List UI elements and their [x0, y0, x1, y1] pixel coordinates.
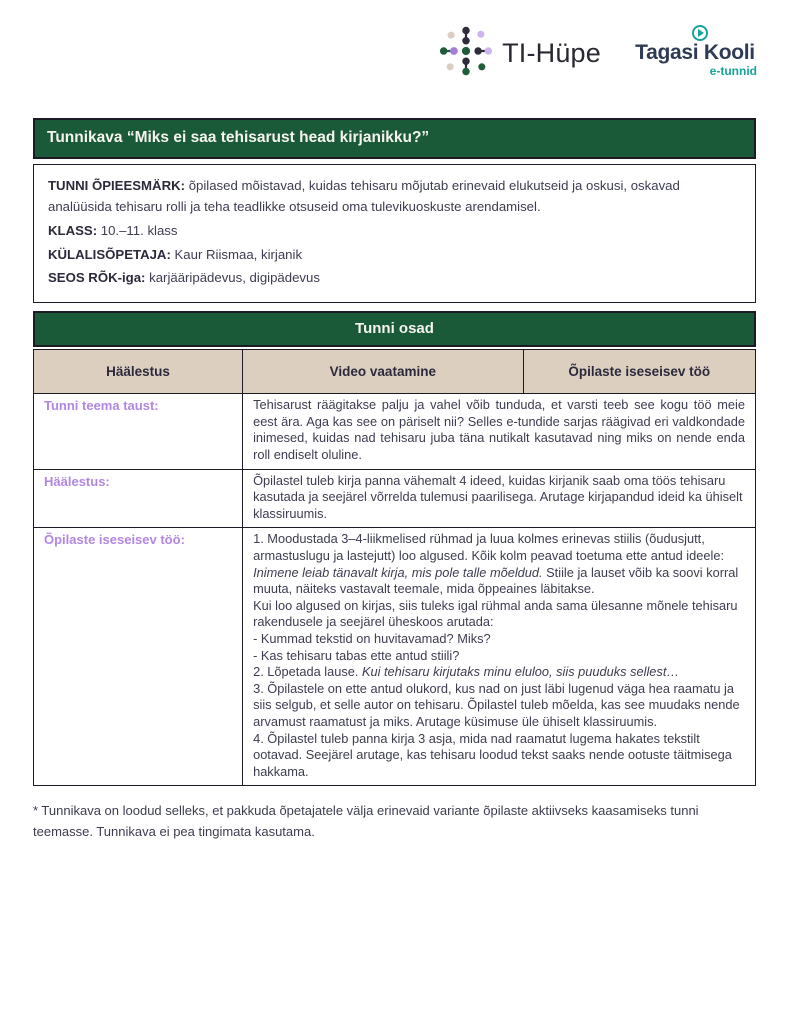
lesson-plan-title: Tunnikava “Miks ei saa tehisarust head kirjanikku?”: [33, 118, 756, 159]
tihupe-logo: [439, 24, 601, 83]
objective-label: TUNNI ÕPIEESMÄRK:: [48, 178, 186, 193]
column-header-iseseisev-too: Õpilaste iseseisev töö: [568, 364, 711, 380]
footnote: * Tunnikava on loodud selleks, et pakkuda õpetajatele välja erinevaid variante õpilaste aktiivseks kaasamiseks tunni teemasse. Tunnikava ei pea tingimata kasutama.: [33, 803, 699, 840]
lesson-info-box: [33, 164, 756, 303]
table-row-warmup: [34, 470, 755, 529]
curriculum-link-text: karjääripädevus, digipädevus: [149, 270, 320, 286]
lesson-parts-header: Tunni osad: [33, 311, 756, 347]
task-2-sentence: Kui tehisaru kirjutaks minu eluloo, siis puuduks sellest…: [361, 664, 680, 680]
play-icon: [692, 25, 708, 41]
task-1-followup: Kui loo algused on kirjas, siis tuleks igal rühmal anda sama ülesanne mõnele tehisaru rakendusele ja seejärel üheskoos arutada:: [253, 597, 738, 630]
row-content: [243, 528, 755, 785]
guest-teacher-label: KÜLALISÕPETAJA:: [48, 246, 171, 262]
row-content: Tehisarust räägitakse palju ja vahel võib tunduda, et varsti teeb see kogu töö meie eest ära. Aga kas see on päriselt nii? Selles e-tundide sarjas räägivad eri valdkondade inimesed, kuidas nad tehisaru juba täna nutikalt kasutavad ning miks on nende enda roll endiselt oluline.: [253, 397, 745, 463]
table-header-row: [34, 350, 755, 394]
table-row-independent-work: [34, 528, 755, 785]
grade-label: KLASS:: [48, 222, 98, 238]
header-logos: [439, 24, 761, 83]
grade-text: 10.–11. klass: [100, 222, 178, 238]
e-tunnid-label: e-tunnid: [709, 64, 757, 78]
document-body: [33, 118, 756, 856]
tagasi-kooli-logo: [629, 29, 761, 78]
row-content: Õpilastel tuleb kirja panna vähemalt 4 ideed, kuidas kirjanik saab oma töös tehisaru kasutada ja seejärel võrrelda tulemusi paarilisega. Arutage kirjapandud ideid ka ühiselt klassiruumis.: [253, 472, 743, 521]
grade-line: [48, 221, 741, 242]
objective-line: [48, 176, 741, 218]
guest-teacher-line: [48, 245, 741, 266]
row-label: Häälestus:: [34, 470, 243, 528]
tihupe-logo-text: TI-Hüpe: [502, 38, 601, 68]
discussion-question-2: - Kas tehisaru tabas ette antud stiili?: [253, 647, 460, 663]
objective-text: õpilased mõistavad, kuidas tehisaru mõjutab erinevaid elukutseid ja oskusi, oskavad analüüsida tehisaru rolli ja teha teadlikke otsuseid oma tulevikuoskuste arendamisel.: [48, 178, 680, 214]
task-4: 4. Õpilastel tuleb panna kirja 3 asja, mida nad raamatut lugema hakates tekstilt ootavad. Seejärel arutage, kas tehisaru loodud tekst saaks nende ootuste täitmisega hakkama.: [253, 730, 732, 779]
curriculum-link-label: SEOS RÕK-iga:: [48, 270, 146, 286]
guest-teacher-text: Kaur Riismaa, kirjanik: [174, 246, 303, 262]
task-2: 2. Lõpetada lause. Kui tehisaru kirjutaks minu eluloo, siis puuduks sellest…: [253, 664, 680, 680]
task-1-example-sentence: Inimene leiab tänavalt kirja, mis pole talle mõeldud.: [253, 564, 543, 580]
task-3: 3. Õpilastele on ette antud olukord, kus nad on just läbi lugenud väga hea raamatu ja siis selgub, et selle autor on tehisaru. Õpilastel tuleb mõelda, kas see muudaks nende arvamust raamatust ja miks. Arutage küsimuse üle ühiselt klassiruumis.: [253, 680, 740, 729]
tihupe-network-dots-icon: [439, 24, 493, 83]
table-row-topic-background: [34, 394, 755, 469]
column-header-haalestus: Häälestus: [34, 350, 243, 393]
tagasi-kooli-logo-text: Tagasi Kooli: [635, 41, 755, 64]
task-1: 1. Moodustada 3–4-liikmelised rühmad ja luua kolmes erinevas stiilis (õudusjutt, armastuslugu ja lastejutt) loo algused. Kõik kolm peavad toetuma ette antud ideele: Inimene leiab tänavalt kirja, mis pole talle mõeldud. Stiile ja lauset võib ka soovi korral muuta, näiteks vastavalt teemale, mida õppeaines läbitakse.: [253, 531, 739, 597]
lesson-parts-table: [33, 349, 756, 786]
discussion-question-1: - Kummad tekstid on huvitavamad? Miks?: [253, 631, 491, 647]
row-label: Õpilaste iseseisev töö:: [34, 528, 243, 785]
column-header-video-vaatamine: Video vaatamine: [243, 350, 523, 393]
row-label: Tunni teema taust:: [34, 394, 243, 468]
curriculum-link-line: [48, 268, 741, 289]
